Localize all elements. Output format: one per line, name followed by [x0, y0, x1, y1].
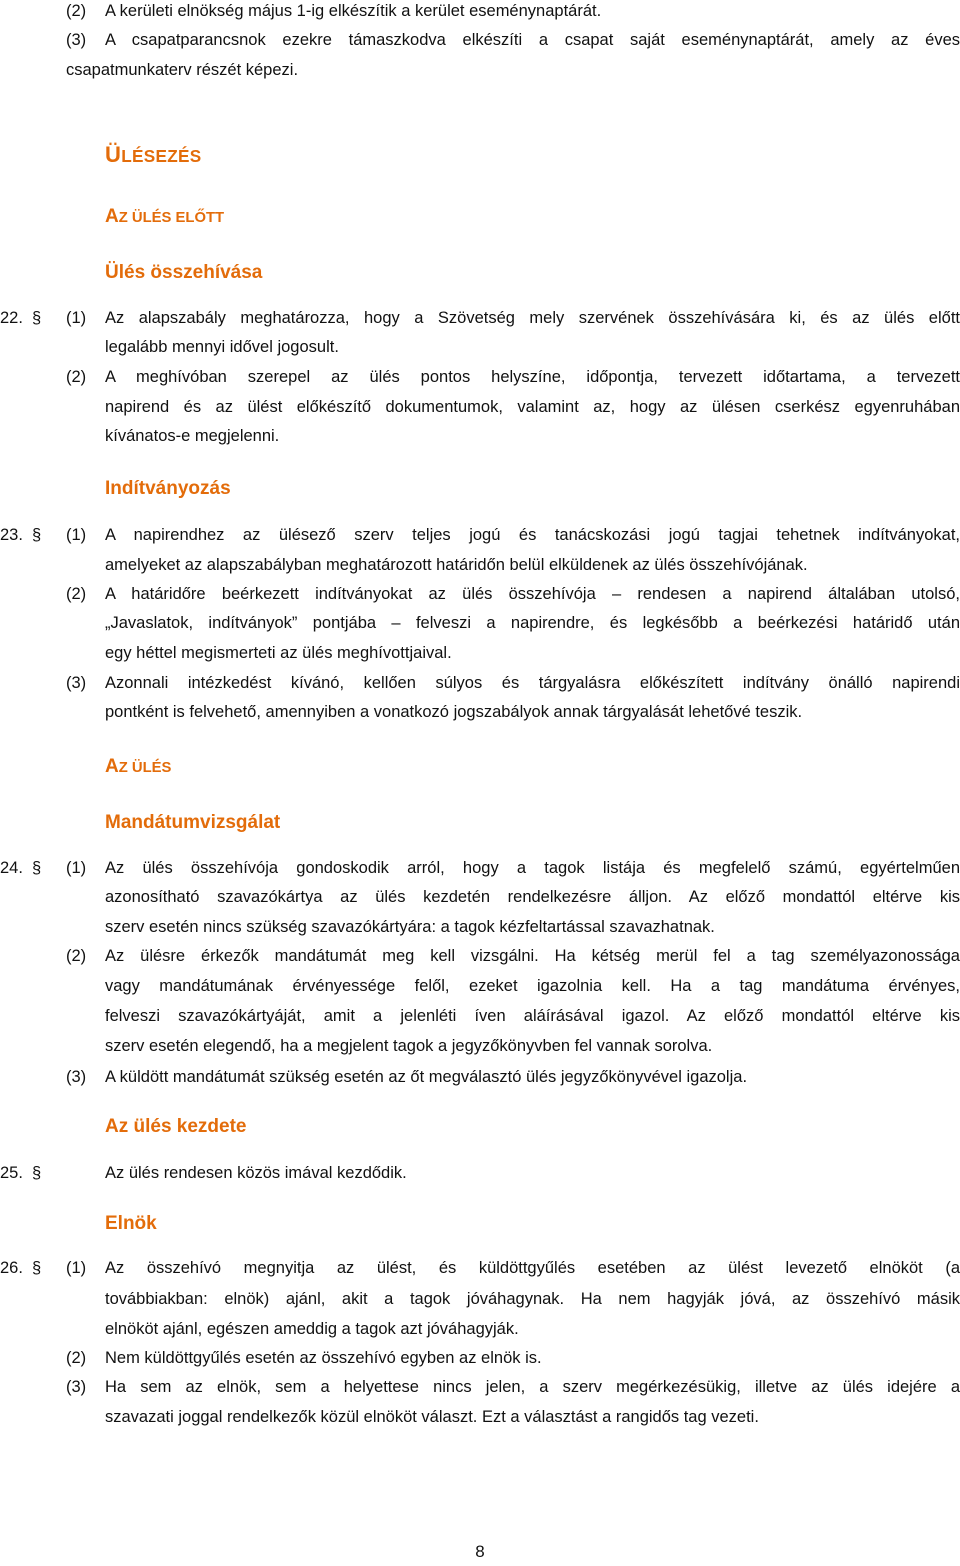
- text-line: szerv esetén nincs szükség szavazókártyára: a tagok kézfeltartással szavazhatnak.: [105, 918, 715, 936]
- article-number: 22.: [0, 309, 23, 327]
- page-number: 8: [475, 1542, 485, 1561]
- subheading-ules-osszehivasa: Ülés összehívása: [105, 262, 263, 283]
- text-line: A határidőre beérkezett indítványokat az ülés összehívója – rendesen a napirend általában utolsó,: [105, 585, 960, 603]
- article-number: 26.: [0, 1259, 23, 1277]
- article-number: 24.: [0, 859, 23, 877]
- article-number: 25.: [0, 1164, 23, 1182]
- text-line: elnököt ajánl, egészen ameddig a tagok azt jóváhagyják.: [105, 1320, 519, 1338]
- text-line: A kerületi elnökség május 1-ig elkészítik a kerület eseménynaptárát.: [105, 2, 602, 20]
- text-line: amelyeket az alapszabályban meghatározott határidőn belül elküldenek az ülés összehívójának.: [105, 556, 808, 574]
- text-line: felveszi szavazókártyáját, amit a jelenléti íven aláírásával igazol. Az előző mondattól eltérve kis: [105, 1007, 960, 1025]
- text-line: szavazati joggal rendelkezők közül elnököt választ. Ezt a választást a rangidős tag vezeti.: [105, 1408, 759, 1426]
- subheading-az-ules-kezdete: Az ülés kezdete: [105, 1116, 247, 1137]
- text-line: A küldött mandátumát szükség esetén az őt megválasztó ülés jegyzőkönyvével igazolja.: [105, 1068, 748, 1086]
- paragraph-number: (2): [66, 1349, 87, 1367]
- text-line: továbbiakban: elnök) ajánl, akit a tagok jóváhagynak. Ha nem hagyják jóvá, az összehívó másik: [105, 1290, 960, 1308]
- section-sign: §: [32, 309, 42, 327]
- text-line: Az ülésre érkezők mandátumát meg kell vizsgálni. Ha kétség merül fel a tag személyazonossága: [105, 947, 960, 965]
- paragraph-number: (1): [66, 309, 87, 327]
- paragraph-number: (3): [66, 1068, 87, 1086]
- paragraph-number: (1): [66, 526, 87, 544]
- text-line: kívánatos-e megjelenni.: [105, 427, 280, 445]
- text-line: A meghívóban szerepel az ülés pontos helyszíne, időpontja, tervezett időtartama, a tervezett: [105, 368, 960, 386]
- text-line: azonosítható szavazókártya az ülés kezdetén rendelkezésre álljon. Az előző mondattól eltérve kis: [105, 888, 960, 906]
- text-line: Azonnali intézkedést kívánó, kellően súlyos és tárgyalásra előkészített indítvány önálló napirendi: [105, 674, 960, 692]
- text-line: Ha sem az elnök, sem a helyettese nincs jelen, a szerv megérkezésükig, illetve az ülés idejére a: [105, 1378, 960, 1396]
- text-line: Az összehívó megnyitja az ülést, és küldöttgyűlés esetében az ülést levezető elnököt (a: [105, 1259, 960, 1277]
- text-line: „Javaslatok, indítványok” pontjába – felveszi a napirendre, és legkésőbb a beérkezési határidő után: [105, 614, 960, 632]
- text-line: egy héttel megismerteti az ülés meghívottjaival.: [105, 644, 452, 662]
- text-line: Az ülés rendesen közös imával kezdődik.: [105, 1164, 407, 1182]
- paragraph-number: (2): [66, 947, 87, 965]
- text-line: szerv esetén elegendő, ha a megjelent tagok a jegyzőkönyvben fel vannak sorolva.: [105, 1037, 713, 1055]
- paragraph-number: (3): [66, 674, 87, 692]
- text-line: Az ülés összehívója gondoskodik arról, hogy a tagok listája és megfelelő számú, egyértelműen: [105, 859, 960, 877]
- text-line: vagy mandátumának érvényessége felől, ezeket igazolnia kell. Ha a tag mandátuma érvényes,: [105, 977, 960, 995]
- text-line: A csapatparancsnok ezekre támaszkodva elkészíti a csapat saját eseménynaptárát, amely az éves: [105, 31, 960, 49]
- section-sign: §: [32, 859, 42, 877]
- paragraph-number: (2): [66, 368, 87, 386]
- text-line: Nem küldöttgyűlés esetén az összehívó egyben az elnök is.: [105, 1349, 542, 1367]
- section-heading-az-ules: AZ ÜLÉS: [105, 756, 172, 777]
- article-number: 23.: [0, 526, 23, 544]
- section-sign: §: [32, 1164, 42, 1182]
- section-heading-az-ules-elott: AZ ÜLÉS ELŐTT: [105, 206, 225, 227]
- paragraph-number: (3): [66, 1378, 87, 1396]
- paragraph-number: (3): [66, 31, 87, 49]
- text-line: Az alapszabály meghatározza, hogy a Szövetség mely szervének összehívására ki, és az ülés előtt: [105, 309, 960, 327]
- text-line: csapatmunkaterv részét képezi.: [66, 61, 299, 79]
- subheading-elnok: Elnök: [105, 1213, 157, 1234]
- paragraph-number: (1): [66, 859, 87, 877]
- text-line: legalább mennyi idővel jogosult.: [105, 338, 339, 356]
- text-line: A napirendhez az ülésező szerv teljes jogú és tanácskozási jogú tagjai tehetnek indítványokat,: [105, 526, 960, 544]
- chapter-heading-uleses: ÜLÉSEZÉS: [105, 142, 202, 167]
- text-line: napirend és az ülést előkészítő dokumentumok, valamint az, hogy az ülésen cserkész egyenruhában: [105, 398, 960, 416]
- text-line: pontként is felvehető, amennyiben a vonatkozó jogszabályok annak tárgyalását lehetővé teszik.: [105, 703, 803, 721]
- paragraph-number: (2): [66, 2, 87, 20]
- section-sign: §: [32, 526, 42, 544]
- subheading-mandatumvizsgalat: Mandátumvizsgálat: [105, 812, 281, 833]
- subheading-inditvanyozas: Indítványozás: [105, 478, 231, 499]
- paragraph-number: (2): [66, 585, 87, 603]
- section-sign: §: [32, 1259, 42, 1277]
- paragraph-number: (1): [66, 1259, 87, 1277]
